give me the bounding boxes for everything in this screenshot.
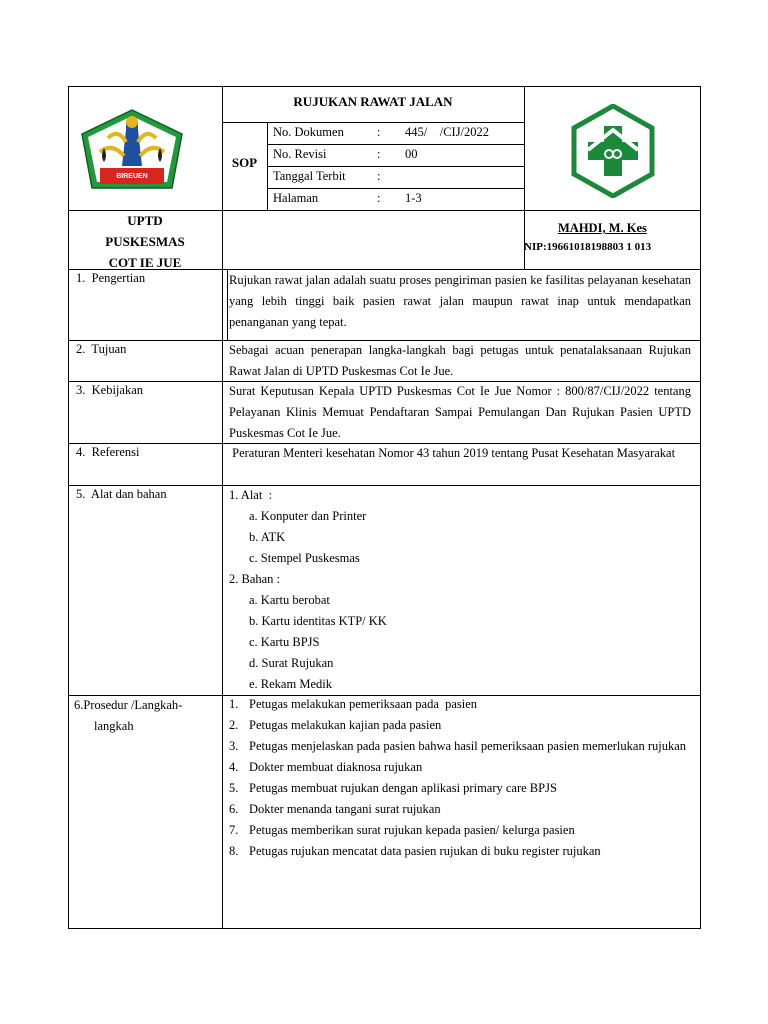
meta-value-no-dokumen: 445/ /CIJ/2022 bbox=[405, 125, 490, 139]
prosedur-steps bbox=[229, 694, 691, 862]
org-line-3: COT IE JUE bbox=[108, 255, 182, 270]
org-line-1: UPTD bbox=[127, 213, 163, 228]
step-number: 3. bbox=[229, 739, 239, 753]
step-item bbox=[229, 757, 691, 778]
step-text: Petugas melakukan kajian pada pasien bbox=[249, 718, 442, 732]
list-item: b. ATK bbox=[249, 530, 286, 544]
meta-label-no-dokumen: No. Dokumen bbox=[273, 125, 344, 139]
step-item bbox=[229, 841, 691, 862]
meta-sep: : bbox=[377, 191, 381, 205]
puskesmas-cross-logo bbox=[566, 104, 660, 198]
meta-label-halaman: Halaman bbox=[273, 191, 319, 205]
step-text: Petugas rujukan mencatat data pasien rujukan di buku register rujukan bbox=[249, 844, 601, 858]
step-text: Dokter membuat diaknosa rujukan bbox=[249, 760, 423, 774]
alat-title: 1. Alat : bbox=[229, 488, 273, 502]
step-number: 2. bbox=[229, 718, 239, 732]
step-number: 1. bbox=[229, 697, 239, 711]
label-alat-bahan: 5. Alat dan bahan bbox=[76, 487, 167, 501]
signer-nip: NIP:19661018198803 1 013 bbox=[524, 241, 652, 253]
list-item: a. Kartu berobat bbox=[249, 593, 330, 607]
step-number: 7. bbox=[229, 823, 239, 837]
label-kebijakan: 3. Kebijakan bbox=[76, 383, 143, 397]
text-pengertian: Rujukan rawat jalan adalah suatu proses pengiriman pasien ke fasilitas pelayanan kesehatan yang lebih tinggi baik pasien rawat jalan maupun rawat inap untuk mendapatkan penanganan yang tepat. bbox=[229, 273, 691, 329]
org-name bbox=[68, 210, 222, 273]
alat-bahan-list bbox=[229, 485, 691, 695]
step-text: Petugas melakukan pemeriksaan pada pasien bbox=[249, 697, 478, 711]
label-tujuan: 2. Tujuan bbox=[76, 342, 127, 356]
label-prosedur-line-2: langkah bbox=[94, 719, 134, 733]
org-line-2: PUSKESMAS bbox=[105, 234, 185, 249]
bireuen-logo bbox=[78, 108, 186, 192]
text-tujuan: Sebagai acuan penerapan langka-langkah bagi petugas untuk penatalaksanaan Rujukan Rawat Jalan di UPTD Puskesmas Cot Ie Jue. bbox=[229, 343, 691, 378]
label-prosedur bbox=[74, 695, 182, 737]
bireuen-logo-text: BIREUEN bbox=[116, 173, 148, 180]
step-text: Dokter menanda tangani surat rujukan bbox=[249, 802, 441, 816]
step-item bbox=[229, 799, 691, 820]
label-prosedur-line-1: 6.Prosedur /Langkah- bbox=[74, 698, 183, 712]
step-item bbox=[229, 820, 691, 841]
list-item: e. Rekam Medik bbox=[249, 677, 332, 691]
step-text: Petugas menjelaskan pada pasien bahwa hasil pemeriksaan pasien memerlukan rujukan bbox=[249, 739, 687, 753]
list-item: c. Stempel Puskesmas bbox=[249, 551, 360, 565]
label-referensi: 4. Referensi bbox=[76, 445, 140, 459]
sop-label: SOP bbox=[231, 155, 258, 170]
step-number: 8. bbox=[229, 844, 239, 858]
meta-value-halaman: 1-3 bbox=[405, 191, 422, 205]
list-item: d. Surat Rujukan bbox=[249, 656, 334, 670]
meta-sep: : bbox=[377, 169, 381, 183]
step-item bbox=[229, 778, 691, 799]
meta-label-tanggal-terbit: Tanggal Terbit bbox=[273, 169, 346, 183]
step-number: 4. bbox=[229, 760, 239, 774]
step-number: 6. bbox=[229, 802, 239, 816]
step-item bbox=[229, 736, 691, 757]
meta-value-no-revisi: 00 bbox=[405, 147, 418, 161]
text-referensi: Peraturan Menteri kesehatan Nomor 43 tahun 2019 tentang Pusat Kesehatan Masyarakat bbox=[229, 446, 676, 460]
meta-label-no-revisi: No. Revisi bbox=[273, 147, 327, 161]
meta-sep: : bbox=[377, 125, 381, 139]
text-kebijakan: Surat Keputusan Kepala UPTD Puskesmas Cot Ie Jue Nomor : 800/87/CIJ/2022 tentang Pelayanan Klinis Memuat Pendaftaran Sampai Pemulangan Dan Rujukan Pasien UPTD Puskesmas Cot Ie Jue. bbox=[229, 384, 691, 440]
step-text: Petugas membuat rujukan dengan aplikasi primary care BPJS bbox=[249, 781, 557, 795]
document-title: RUJUKAN RAWAT JALAN bbox=[293, 94, 453, 109]
label-pengertian: 1. Pengertian bbox=[76, 271, 146, 285]
bahan-title: 2. Bahan : bbox=[229, 572, 281, 586]
step-item bbox=[229, 715, 691, 736]
signer-name: MAHDI, M. Kes bbox=[558, 221, 647, 235]
step-item bbox=[229, 694, 691, 715]
step-text: Petugas memberikan surat rujukan kepada pasien/ kelurga pasien bbox=[249, 823, 575, 837]
step-number: 5. bbox=[229, 781, 239, 795]
meta-sep: : bbox=[377, 147, 381, 161]
list-item: c. Kartu BPJS bbox=[249, 635, 320, 649]
list-item: a. Konputer dan Printer bbox=[249, 509, 367, 523]
list-item: b. Kartu identitas KTP/ KK bbox=[249, 614, 387, 628]
